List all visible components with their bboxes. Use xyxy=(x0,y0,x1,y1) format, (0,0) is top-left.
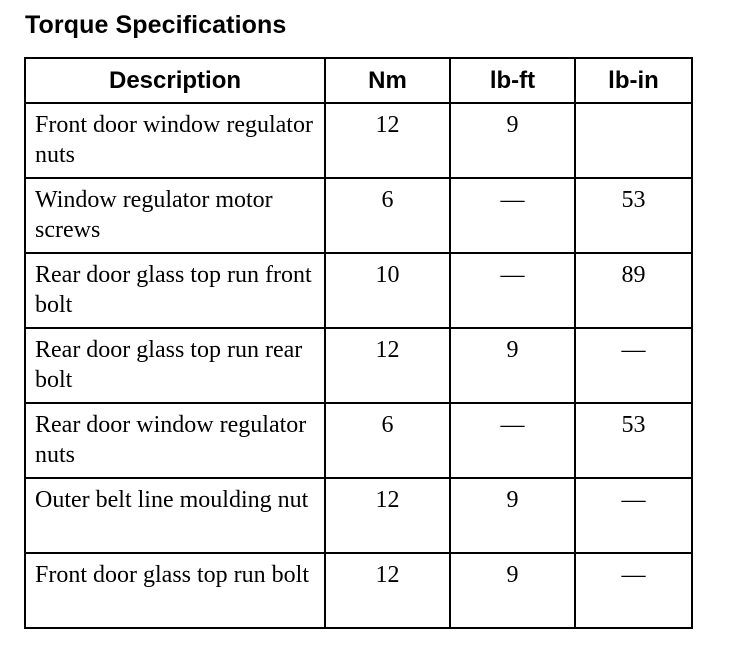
row-lb-ft: 9 xyxy=(450,553,575,628)
row-description: Rear door glass top run rear bolt xyxy=(25,328,325,403)
header-lb-ft: lb-ft xyxy=(450,58,575,103)
table-row xyxy=(25,328,692,403)
row-lb-in: 53 xyxy=(575,403,692,478)
row-description: Outer belt line moulding nut xyxy=(25,478,325,553)
header-nm: Nm xyxy=(325,58,450,103)
row-description: Window regulator motor screws xyxy=(25,178,325,253)
page-title: Torque Specifications xyxy=(25,11,287,39)
table-row xyxy=(25,403,692,478)
row-lb-in: 89 xyxy=(575,253,692,328)
row-description: Rear door window regulator nuts xyxy=(25,403,325,478)
header-lb-in: lb-in xyxy=(575,58,692,103)
torque-spec-table xyxy=(24,57,693,629)
row-nm: 12 xyxy=(325,478,450,553)
row-nm: 6 xyxy=(325,403,450,478)
row-description: Front door window regulator nuts xyxy=(25,103,325,178)
table-row xyxy=(25,178,692,253)
row-lb-ft: — xyxy=(450,178,575,253)
header-description: Description xyxy=(25,58,325,103)
row-lb-ft: 9 xyxy=(450,103,575,178)
row-nm: 12 xyxy=(325,328,450,403)
row-description: Front door glass top run bolt xyxy=(25,553,325,628)
row-lb-ft: 9 xyxy=(450,478,575,553)
table-row xyxy=(25,253,692,328)
row-lb-ft: — xyxy=(450,403,575,478)
table-row xyxy=(25,553,692,628)
table-row xyxy=(25,478,692,553)
row-lb-in: 53 xyxy=(575,178,692,253)
row-nm: 12 xyxy=(325,553,450,628)
row-nm: 6 xyxy=(325,178,450,253)
row-lb-ft: 9 xyxy=(450,328,575,403)
row-nm: 12 xyxy=(325,103,450,178)
table-row xyxy=(25,103,692,178)
row-nm: 10 xyxy=(325,253,450,328)
table-header-row xyxy=(25,58,692,103)
row-lb-in: — xyxy=(575,328,692,403)
row-lb-in xyxy=(575,103,692,178)
row-lb-in: — xyxy=(575,478,692,553)
row-lb-ft: — xyxy=(450,253,575,328)
row-lb-in: — xyxy=(575,553,692,628)
row-description: Rear door glass top run front bolt xyxy=(25,253,325,328)
